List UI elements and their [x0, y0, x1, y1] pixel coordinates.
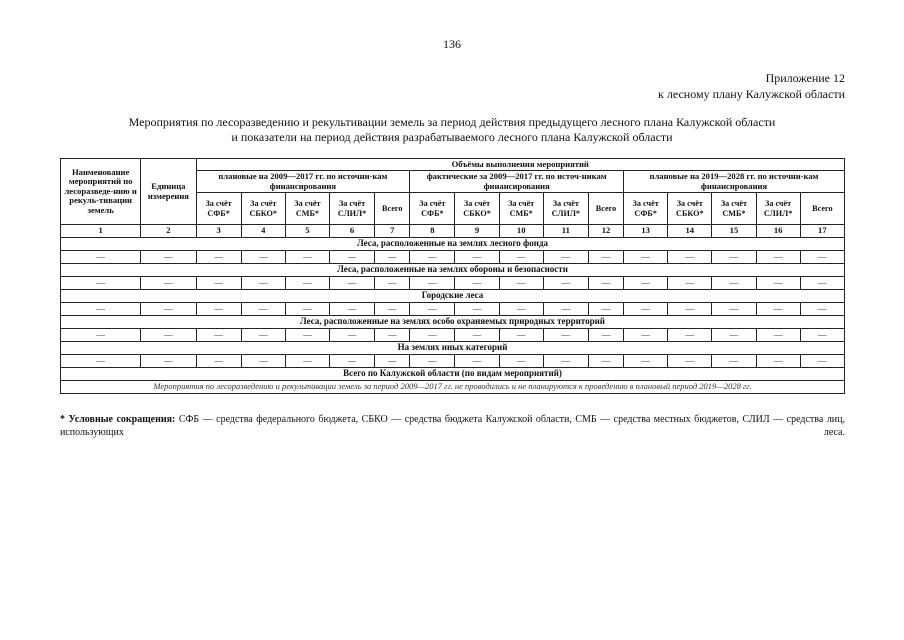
section-title: Леса, расположенные на землях обороны и безопасности	[61, 264, 845, 277]
table-row	[61, 303, 845, 316]
title-line-1: Мероприятия по лесоразведению и рекультивации земель за период действия предыдущего лесного плана Калужской области	[128, 115, 776, 129]
empty-value-cell: —	[196, 277, 241, 290]
empty-value-cell: —	[285, 329, 329, 342]
empty-value-cell: —	[61, 303, 141, 316]
column-number-cell: 3	[196, 225, 241, 238]
column-number-cell: 17	[800, 225, 844, 238]
empty-value-cell: —	[196, 329, 241, 342]
empty-value-cell: —	[61, 329, 141, 342]
section-header-row	[61, 290, 845, 303]
page-number: 136	[443, 37, 461, 51]
header-unit-column: Единица измерения	[141, 159, 196, 225]
empty-value-cell: —	[329, 355, 374, 368]
empty-value-cell: —	[61, 251, 141, 264]
document-title	[60, 115, 844, 145]
empty-value-cell: —	[410, 329, 455, 342]
empty-value-cell: —	[375, 251, 410, 264]
empty-value-cell: —	[285, 251, 329, 264]
empty-value-cell: —	[800, 277, 844, 290]
empty-value-cell: —	[800, 251, 844, 264]
empty-value-cell: —	[712, 277, 756, 290]
empty-value-cell: —	[756, 303, 800, 316]
empty-value-cell: —	[141, 303, 196, 316]
empty-value-cell: —	[241, 355, 285, 368]
empty-value-cell: —	[329, 329, 374, 342]
empty-value-cell: —	[141, 355, 196, 368]
empty-value-cell: —	[712, 303, 756, 316]
column-number-cell: 13	[624, 225, 668, 238]
empty-value-cell: —	[410, 251, 455, 264]
empty-value-cell: —	[712, 329, 756, 342]
empty-value-cell: —	[329, 277, 374, 290]
empty-value-cell: —	[624, 277, 668, 290]
empty-value-cell: —	[588, 277, 623, 290]
header-funding-source: За счёт СЛИЛ*	[329, 193, 374, 225]
empty-value-cell: —	[455, 355, 499, 368]
empty-value-cell: —	[141, 277, 196, 290]
section-header-row	[61, 238, 845, 251]
section-header-row	[61, 316, 845, 329]
empty-value-cell: —	[141, 329, 196, 342]
empty-value-cell: —	[375, 355, 410, 368]
empty-value-cell: —	[61, 355, 141, 368]
column-number-cell: 11	[543, 225, 588, 238]
empty-value-cell: —	[375, 303, 410, 316]
section-title: На землях иных категорий	[61, 342, 845, 355]
section-title: Леса, расположенные на землях особо охраняемых природных территорий	[61, 316, 845, 329]
empty-value-cell: —	[241, 303, 285, 316]
appendix-caption	[658, 70, 845, 102]
table-row	[61, 277, 845, 290]
empty-value-cell: —	[588, 355, 623, 368]
column-number-cell: 7	[375, 225, 410, 238]
column-number-cell: 12	[588, 225, 623, 238]
empty-value-cell: —	[588, 329, 623, 342]
column-number-cell: 4	[241, 225, 285, 238]
header-name-column: Наименование мероприятий по лесоразведе-нию и рекуль-тивации земель	[61, 159, 141, 225]
header-funding-source: За счёт СМБ*	[499, 193, 543, 225]
column-number-cell: 10	[499, 225, 543, 238]
header-volumes: Объёмы выполнения мероприятий	[196, 159, 845, 171]
total-row	[61, 368, 845, 381]
empty-value-cell: —	[800, 329, 844, 342]
header-funding-source: За счёт СБКО*	[668, 193, 712, 225]
column-number-cell: 15	[712, 225, 756, 238]
column-number-cell: 6	[329, 225, 374, 238]
empty-value-cell: —	[624, 329, 668, 342]
empty-value-cell: —	[543, 303, 588, 316]
appendix-line-1: Приложение 12	[765, 71, 845, 85]
column-number-cell: 8	[410, 225, 455, 238]
empty-value-cell: —	[800, 303, 844, 316]
title-line-2: и показатели на период действия разрабатываемого лесного плана Калужской области	[231, 130, 673, 144]
note-row	[61, 381, 845, 394]
table-body	[61, 225, 845, 394]
empty-value-cell: —	[756, 277, 800, 290]
empty-value-cell: —	[285, 355, 329, 368]
header-group-actual-2009-2017: фактические за 2009—2017 гг. по источ-никам финансирования	[410, 171, 624, 193]
empty-value-cell: —	[756, 251, 800, 264]
empty-value-cell: —	[410, 277, 455, 290]
header-funding-source: За счёт СБКО*	[241, 193, 285, 225]
header-funding-source: Всего	[800, 193, 844, 225]
empty-value-cell: —	[668, 355, 712, 368]
empty-value-cell: —	[712, 355, 756, 368]
empty-value-cell: —	[410, 355, 455, 368]
empty-value-cell: —	[668, 251, 712, 264]
empty-value-cell: —	[756, 329, 800, 342]
section-header-row	[61, 342, 845, 355]
empty-value-cell: —	[410, 303, 455, 316]
empty-value-cell: —	[800, 355, 844, 368]
empty-value-cell: —	[375, 329, 410, 342]
empty-value-cell: —	[455, 251, 499, 264]
empty-value-cell: —	[285, 303, 329, 316]
footnote-text: СФБ — средства федерального бюджета, СБКО — средства бюджета Калужской области, СМБ — средства местных бюджетов, СЛИЛ — средства лиц, использующих леса.	[60, 414, 846, 438]
empty-value-cell: —	[624, 303, 668, 316]
empty-value-cell: —	[499, 355, 543, 368]
empty-value-cell: —	[61, 277, 141, 290]
section-title: Леса, расположенные на землях лесного фонда	[61, 238, 845, 251]
table-row	[61, 251, 845, 264]
table-row	[61, 355, 845, 368]
section-title: Городские леса	[61, 290, 845, 303]
header-funding-source: За счёт СМБ*	[285, 193, 329, 225]
empty-value-cell: —	[756, 355, 800, 368]
empty-value-cell: —	[588, 251, 623, 264]
header-funding-source: За счёт СМБ*	[712, 193, 756, 225]
empty-value-cell: —	[196, 303, 241, 316]
column-number-cell: 2	[141, 225, 196, 238]
empty-value-cell: —	[141, 251, 196, 264]
header-funding-source: За счёт СФБ*	[624, 193, 668, 225]
header-group-planned-2019-2028: плановые на 2019—2028 гг. по источни-кам финансирования	[624, 171, 845, 193]
header-funding-source: Всего	[588, 193, 623, 225]
empty-value-cell: —	[329, 303, 374, 316]
empty-value-cell: —	[588, 303, 623, 316]
empty-value-cell: —	[624, 251, 668, 264]
appendix-line-2: к лесному плану Калужской области	[658, 87, 845, 101]
empty-value-cell: —	[499, 303, 543, 316]
empty-value-cell: —	[499, 329, 543, 342]
header-funding-source: За счёт СЛИЛ*	[543, 193, 588, 225]
table-note: Мероприятия по лесоразведению и рекультивации земель за период 2009—2017 гг. не проводились и не планируются к проведению в плановый период 2019—2028 гг.	[61, 381, 845, 394]
empty-value-cell: —	[196, 355, 241, 368]
empty-value-cell: —	[455, 303, 499, 316]
header-group-planned-2009-2017: плановые на 2009—2017 гг. по источни-кам финансирования	[196, 171, 410, 193]
empty-value-cell: —	[241, 251, 285, 264]
header-funding-source: Всего	[375, 193, 410, 225]
empty-value-cell: —	[455, 329, 499, 342]
empty-value-cell: —	[241, 329, 285, 342]
empty-value-cell: —	[455, 277, 499, 290]
table-row	[61, 329, 845, 342]
column-numbers-row	[61, 225, 845, 238]
section-header-row	[61, 264, 845, 277]
empty-value-cell: —	[668, 303, 712, 316]
column-number-cell: 9	[455, 225, 499, 238]
empty-value-cell: —	[543, 251, 588, 264]
empty-value-cell: —	[375, 277, 410, 290]
empty-value-cell: —	[285, 277, 329, 290]
header-funding-source: За счёт СЛИЛ*	[756, 193, 800, 225]
empty-value-cell: —	[329, 251, 374, 264]
empty-value-cell: —	[499, 251, 543, 264]
empty-value-cell: —	[241, 277, 285, 290]
empty-value-cell: —	[668, 329, 712, 342]
total-title: Всего по Калужской области (по видам мероприятий)	[61, 368, 845, 381]
empty-value-cell: —	[196, 251, 241, 264]
empty-value-cell: —	[543, 355, 588, 368]
header-funding-source: За счёт СБКО*	[455, 193, 499, 225]
header-funding-source: За счёт СФБ*	[196, 193, 241, 225]
column-number-cell: 16	[756, 225, 800, 238]
empty-value-cell: —	[624, 355, 668, 368]
empty-value-cell: —	[543, 329, 588, 342]
empty-value-cell: —	[712, 251, 756, 264]
column-number-cell: 14	[668, 225, 712, 238]
empty-value-cell: —	[543, 277, 588, 290]
column-number-cell: 5	[285, 225, 329, 238]
empty-value-cell: —	[499, 277, 543, 290]
empty-value-cell: —	[668, 277, 712, 290]
measures-table	[60, 158, 845, 394]
column-number-cell: 1	[61, 225, 141, 238]
header-funding-source: За счёт СФБ*	[410, 193, 455, 225]
footnote	[60, 413, 845, 439]
footnote-label: * Условные сокращения:	[60, 414, 176, 425]
